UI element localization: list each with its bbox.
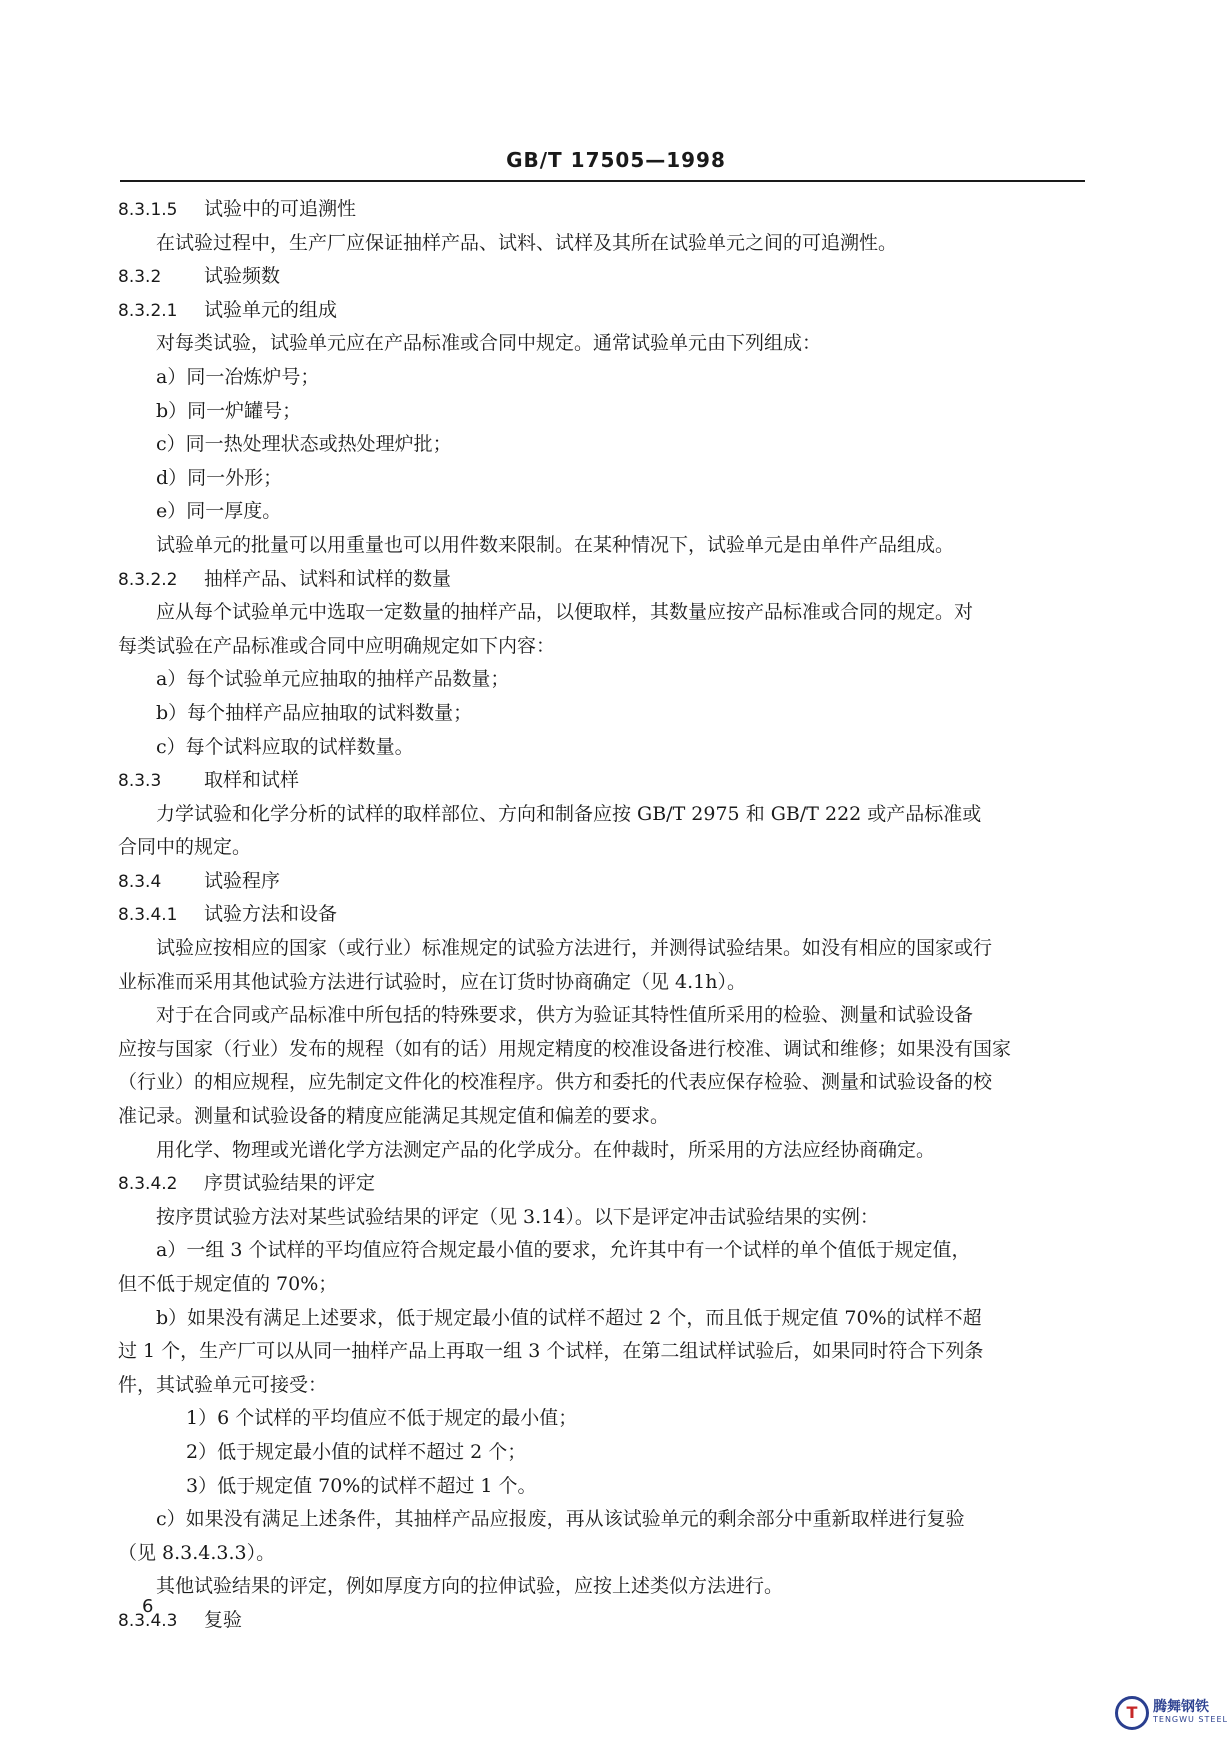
section-heading	[118, 260, 1088, 294]
section-number: 8.3.4.1	[118, 905, 178, 926]
logo-mark-icon: T	[1115, 1696, 1149, 1730]
paragraph-line: 试验应按相应的国家（或行业）标准规定的试验方法进行，并测得试验结果。如没有相应的国家或行	[156, 937, 993, 960]
list-item: 2）低于规定最小值的试样不超过 2 个；	[186, 1440, 527, 1463]
paragraph-line: 应从每个试验单元中选取一定数量的抽样产品，以便取样，其数量应按产品标准或合同的规定。对	[156, 601, 974, 624]
section-title: 试验方法和设备	[204, 903, 338, 926]
paragraph-line: 业标准而采用其他试验方法进行试验时，应在订货时协商确定（见 4.1h）。	[118, 970, 746, 993]
section-heading	[118, 764, 1088, 798]
paragraph-line: 按序贯试验方法对某些试验结果的评定（见 3.14）。以下是评定冲击试验结果的实例：	[156, 1205, 879, 1228]
section-heading	[118, 865, 1088, 899]
logo-en: TENGWU STEEL	[1153, 1714, 1228, 1724]
paragraph-line: 在试验过程中，生产厂应保证抽样产品、试料、试样及其所在试验单元之间的可追溯性。	[156, 231, 898, 254]
list-item: c）每个试料应取的试样数量。	[156, 735, 414, 758]
logo-text	[1153, 1700, 1228, 1724]
section-heading	[118, 563, 1088, 597]
section-number: 8.3.1.5	[118, 200, 178, 220]
section-title: 试验中的可追溯性	[204, 198, 357, 220]
paragraph-line: （行业）的相应规程，应先制定文件化的校准程序。供方和委托的代表应保存检验、测量和试验设备的校	[118, 1071, 993, 1094]
section-title: 复验	[204, 1608, 243, 1631]
list-item: c）如果没有满足上述条件，其抽样产品应报废，再从该试验单元的剩余部分中重新取样进行复验	[156, 1508, 965, 1531]
paragraph-line: 对于在合同或产品标准中所包括的特殊要求，供方为验证其特性值所采用的检验、测量和试验设备	[156, 1004, 974, 1027]
paragraph-line: 合同中的规定。	[118, 836, 252, 859]
list-item: a）同一冶炼炉号；	[156, 365, 320, 388]
section-heading	[118, 1167, 1088, 1201]
page-number: 6	[142, 1596, 154, 1617]
section-heading	[118, 898, 1088, 932]
section-title: 试验单元的组成	[204, 298, 338, 321]
document-body	[118, 193, 1088, 1638]
paragraph-line: 其他试验结果的评定，例如厚度方向的拉伸试验，应按上述类似方法进行。	[156, 1575, 784, 1598]
section-number: 8.3.2	[118, 267, 162, 288]
section-number: 8.3.2.2	[118, 569, 178, 590]
list-item: b）同一炉罐号；	[156, 399, 302, 422]
section-title: 序贯试验结果的评定	[204, 1172, 376, 1195]
section-title: 取样和试样	[204, 769, 300, 792]
section-heading	[118, 193, 1088, 227]
section-number: 8.3.2.1	[118, 300, 178, 321]
section-title: 试验程序	[204, 869, 281, 892]
list-item: 3）低于规定值 70%的试样不超过 1 个。	[186, 1474, 537, 1497]
logo-cn: 腾舞钢铁	[1153, 1699, 1209, 1716]
list-item: b）每个抽样产品应抽取的试料数量；	[156, 701, 473, 724]
header-rule	[120, 180, 1085, 182]
paragraph-line: （见 8.3.4.3.3）。	[118, 1541, 276, 1564]
paragraph-line: 力学试验和化学分析的试样的取样部位、方向和制备应按 GB/T 2975 和 GB/T 222 或产品标准或	[156, 802, 982, 825]
list-item: b）如果没有满足上述要求，低于规定最小值的试样不超过 2 个，而且低于规定值 70%的试样不超	[156, 1306, 982, 1329]
paragraph-line: 件，其试验单元可接受：	[118, 1373, 328, 1396]
section-number: 8.3.4	[118, 871, 162, 892]
list-item: a）一组 3 个试样的平均值应符合规定最小值的要求，允许其中有一个试样的单个值低于规定值，	[156, 1239, 971, 1262]
paragraph-line: 应按与国家（行业）发布的规程（如有的话）用规定精度的校准设备进行校准、调试和维修；如果没有国家	[118, 1037, 1012, 1060]
list-item: e）同一厚度。	[156, 500, 282, 523]
section-title: 试验频数	[204, 265, 281, 288]
section-heading	[118, 294, 1088, 328]
paragraph-line: 对每类试验，试验单元应在产品标准或合同中规定。通常试验单元由下列组成：	[156, 332, 822, 355]
paragraph-line: 过 1 个，生产厂可以从同一抽样产品上再取一组 3 个试样，在第二组试样试验后，如果同时符合下列条	[118, 1340, 984, 1363]
section-title: 抽样产品、试料和试样的数量	[204, 567, 452, 590]
paragraph-line: 但不低于规定值的 70%；	[118, 1273, 338, 1295]
running-header: GB/T 17505—1998	[506, 148, 726, 172]
section-number: 8.3.3	[118, 771, 162, 792]
list-item: d）同一外形；	[156, 466, 283, 489]
section-number: 8.3.4.3	[118, 1610, 178, 1631]
list-item: 1）6 个试样的平均值应不低于规定的最小值；	[186, 1407, 578, 1430]
watermark-logo	[1115, 1690, 1232, 1735]
paragraph-line: 用化学、物理或光谱化学方法测定产品的化学成分。在仲裁时，所采用的方法应经协商确定。	[156, 1138, 936, 1161]
section-number: 8.3.4.2	[118, 1174, 178, 1195]
section-heading	[118, 1604, 1088, 1638]
list-item: c）同一热处理状态或热处理炉批；	[156, 433, 452, 456]
paragraph-line: 试验单元的批量可以用重量也可以用件数来限制。在某种情况下，试验单元是由单件产品组成。	[156, 533, 955, 556]
list-item: a）每个试验单元应抽取的抽样产品数量；	[156, 668, 510, 691]
paragraph-line: 准记录。测量和试验设备的精度应能满足其规定值和偏差的要求。	[118, 1105, 670, 1128]
paragraph-line: 每类试验在产品标准或合同中应明确规定如下内容：	[118, 634, 556, 657]
